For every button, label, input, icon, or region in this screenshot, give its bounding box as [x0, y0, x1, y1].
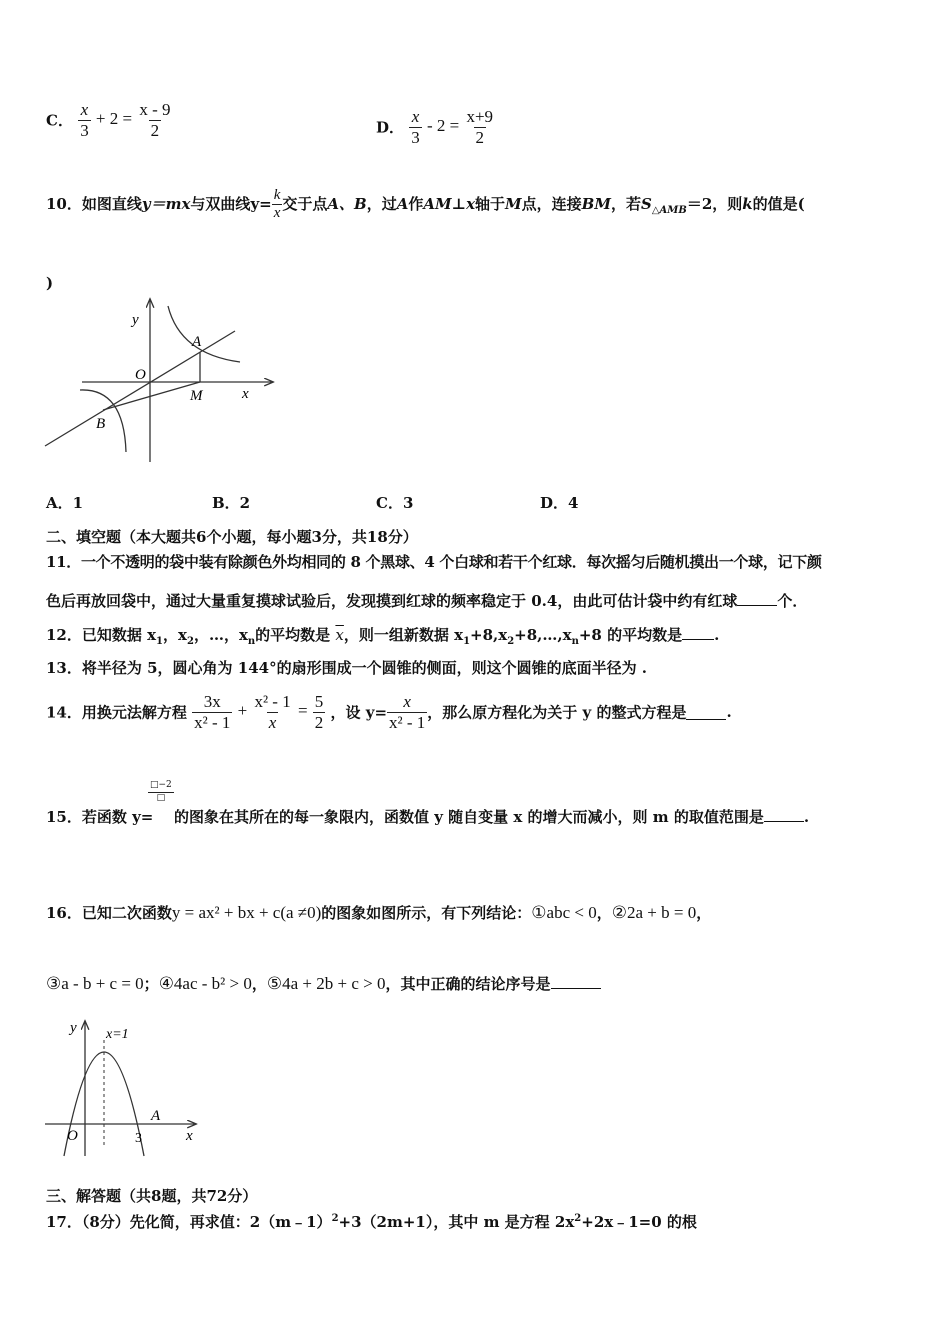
q16-label-y: y — [70, 1020, 77, 1036]
q14-fraction-4: $\frac{x}{\text{x² - 1}}$ — [389, 692, 426, 732]
q10-option-d: D．4 — [540, 494, 579, 512]
q10-label-m: M — [190, 388, 203, 404]
q16-line-1: 16．已知二次函数y = ax² + bx + c(a ≠0)的图象如图所示，有下列结论：①abc < 0，②2a + b = 0， — [46, 903, 712, 922]
q14-text: 14．用换元法解方程 $\frac{3x}{\text{x² - 1}}$ + $\frac{\text{x² - 1}}{x}$ = $\frac{5}{2}$ ，设 y= $\frac{x}{\text{x² - 1}}$ ，那么原方程化为关于 y 的整式方程是 . — [46, 692, 732, 732]
q16-line-2: ③a - b + c = 0；④4ac - b² > 0，⑤4a + 2b + c > 0，其中正确的结论序号是 — [46, 973, 601, 994]
q16-label-three: 3 — [135, 1131, 142, 1146]
q10-option-c: C．3 — [376, 494, 414, 512]
q11-line-2: 色后再放回袋中，通过大量重复摸球试验后，发现摸到红球的频率稳定于 0.4，由此可估计袋中约有红球 个． — [46, 592, 808, 610]
q16-answer-blank — [551, 974, 601, 989]
q11-line-1: 11．一个不透明的袋中装有除颜色外均相同的 8 个黑球、4 个白球和若干个红球．每次摇匀后随机摸出一个球，记下颜 — [46, 553, 822, 571]
q12-x-bar: $\overline{x}$ — [335, 626, 344, 644]
q17-text: 17．（8分）先化简，再求值：2（m﹣1）$^2$+3（2m+1），其中 m 是方程 $2x^2+2x﹣1=0$ 的根 — [46, 1213, 697, 1231]
q10-option-a: A．1 — [46, 494, 84, 512]
q10-segment-bm — [103, 382, 200, 410]
q10-line-y-mx — [45, 331, 235, 446]
q10-close-paren: ) — [46, 274, 54, 292]
q16-label-a: A — [151, 1108, 161, 1124]
q10-label-b: B — [96, 416, 106, 432]
q12-answer-blank — [682, 625, 714, 640]
q10-hyperbola-fraction: $\frac{k}{x}$ — [273, 187, 281, 222]
section-3-heading: 三、解答题（共8题，共72分） — [46, 1187, 258, 1205]
q10-label-x: x — [242, 386, 249, 402]
q9-d-left-fraction: $\frac{x}{3}$ — [411, 107, 420, 147]
q11-answer-blank — [737, 591, 777, 606]
section-2-heading: 二、填空题（本大题共6个小题，每小题3分，共18分） — [46, 528, 418, 546]
q10-text: 10．如图直线y＝mx与双曲线y= $\frac{k}{x}$ 交于点A、B，过A作AM⊥x轴于M点，连接BM，若$S_{\triangle AMB}=2$，则k的值是( — [46, 187, 805, 222]
q12-text: 12．已知数据 $x_1$，$x_2$，…，$x_n$的平均数是 $\overline{x}$，则一组新数据 $x_1+8,x_2+8,\dots,x_n+8$ 的平均数是 . — [46, 626, 720, 647]
q9-option-d: D． $\frac{x}{3}$ - 2 = $\frac{x+9}{2}$ — [376, 107, 494, 147]
q9-option-c: C． $\frac{x}{3}$ + 2 = $\frac{x - 9}{2}$ — [46, 100, 171, 140]
q16-label-o: O — [67, 1128, 78, 1144]
q9-option-c-label: C． — [46, 111, 73, 130]
q14-fraction-1: $\frac{3x}{\text{x² - 1}}$ — [194, 692, 231, 732]
q10-figure — [40, 296, 280, 466]
q15-fraction: □−2 □ — [150, 780, 172, 803]
q9-c-right-fraction: $\frac{x - 9}{2}$ — [139, 100, 171, 140]
q15-text-2: 的图象在其所在的每一象限内，函数值 y 随自变量 x 的增大而减小，则 m 的取值范围是 . — [174, 808, 810, 826]
q16-figure — [40, 1016, 200, 1160]
q14-fraction-2: $\frac{\text{x² - 1}}{x}$ — [254, 692, 291, 732]
q13-text: 13．将半径为 5，圆心角为 144°的扇形围成一个圆锥的侧面，则这个圆锥的底面半径为 . — [46, 659, 648, 677]
q10-option-b: B．2 — [212, 494, 251, 512]
q15-text: 15．若函数 y= — [46, 808, 154, 826]
q14-fraction-3: $\frac{5}{2}$ — [314, 692, 324, 732]
q16-label-x: x — [186, 1128, 193, 1144]
q9-option-d-label: D． — [376, 118, 405, 137]
q9-d-right-fraction: $\frac{x+9}{2}$ — [466, 107, 494, 147]
q16-function: y = ax² + bx + c(a ≠0) — [171, 903, 322, 922]
q14-answer-blank — [686, 705, 726, 720]
q16-label-axis: x=1 — [106, 1027, 129, 1042]
q10-label-a: A — [192, 334, 202, 350]
q9-c-left-fraction: $\frac{x}{3}$ — [80, 100, 89, 140]
q15-answer-blank — [764, 807, 804, 822]
q10-label-o: O — [135, 367, 146, 383]
q10-number: 10． — [46, 194, 82, 213]
q10-label-y: y — [132, 312, 139, 328]
